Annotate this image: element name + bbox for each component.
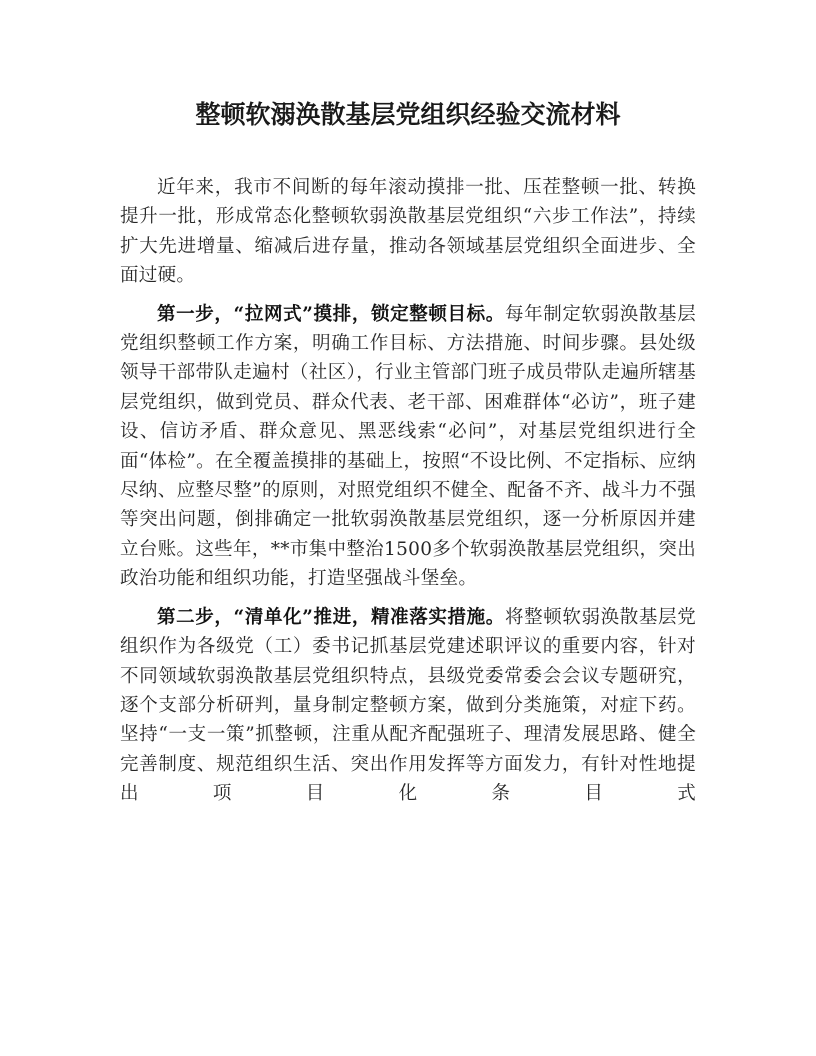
step2-paragraph — [120, 603, 696, 809]
step1-heading: 第一步，“拉网式”摸排，锁定整顿目标。 — [157, 303, 505, 325]
document-title: 整顿软溺涣散基层党组织经验交流材料 — [195, 100, 621, 129]
intro-paragraph: 近年来，我市不间断的每年滚动摸排一批、压茬整顿一批、转换提升一批，形成常态化整顿软弱涣散基层党组织“六步工作法”，持续扩大先进增量、缩减后进存量，推动各领域基层党组织全面进步、全面过硬。 — [120, 177, 696, 287]
step1-paragraph — [120, 300, 696, 594]
step1-body: 每年制定软弱涣散基层党组织整顿工作方案，明确工作目标、方法措施、时间步骤。县处级领导干部带队走遍村（社区），行业主管部门班子成员带队走遍所辖基层党组织，做到党员、群众代表、老干部、困难群体“必访”，班子建设、信访矛盾、群众意见、黑恶线索“必问”，对基层党组织进行全面“体检”。在全覆盖摸排的基础上，按照“不设比例、不定指标、应纳尽纳、应整尽整”的原则，对照党组织不健全、配备不齐、战斗力不强等突出问题，倒排确定一批软弱涣散基层党组织，逐一分析原因并建立台账。这些年，**市集中整治1500多个软弱涣散基层党组织，突出政治功能和组织功能，打造坚强战斗堡垒。 — [120, 303, 696, 590]
step2-heading: 第二步，“清单化”推进，精准落实措施。 — [157, 606, 505, 628]
document-body — [120, 173, 696, 818]
step2-body: 将整顿软弱涣散基层党组织作为各级党（工）委书记抓基层党建述职评议的重要内容，针对不同领域软弱涣散基层党组织特点，县级党委常委会会议专题研究，逐个支部分析研判，量身制定整顿方案，做到分类施策，对症下药。坚持“一支一策”抓整顿，注重从配齐配强班子、理清发展思路、健全完善制度、规范组织生活、突出作用发挥等方面发力，有针对性地提出项目化条目式 — [120, 606, 696, 805]
